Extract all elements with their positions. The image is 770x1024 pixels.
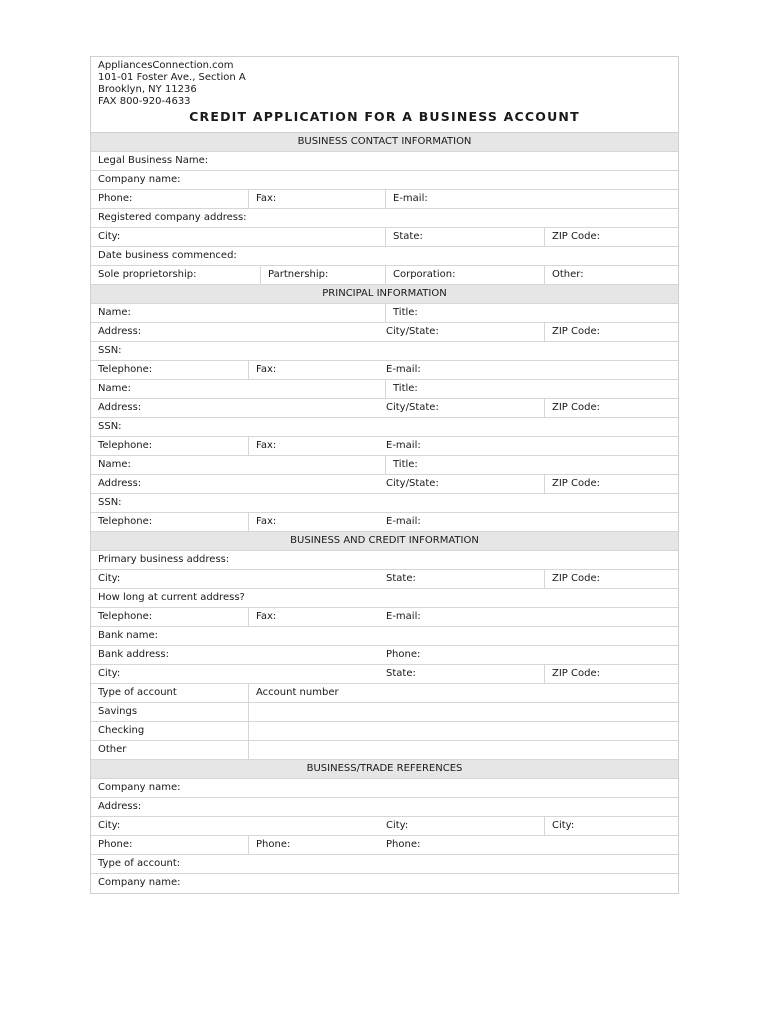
company-fax: FAX 800-920-4633 [98, 96, 191, 107]
form-rows [91, 133, 678, 893]
form-row [91, 380, 678, 399]
company-address-line2: Brooklyn, NY 11236 [98, 84, 197, 95]
form-field[interactable]: Checking [98, 725, 145, 736]
form-field[interactable]: Fax: [248, 361, 379, 379]
form-field[interactable]: Address: [98, 801, 142, 812]
form-field[interactable]: City/State: [386, 326, 439, 337]
form-row [91, 703, 678, 722]
form-row [91, 266, 678, 285]
form-row [91, 304, 678, 323]
form-row [91, 323, 678, 342]
form-field[interactable]: State: [386, 668, 416, 679]
form-field[interactable]: State: [385, 228, 544, 246]
form-row [91, 817, 678, 836]
form-row [91, 437, 678, 456]
form-field[interactable]: Address: [98, 326, 142, 337]
company-address-line1: 101-01 Foster Ave., Section A [98, 72, 246, 83]
form-row [91, 836, 678, 855]
form-field[interactable]: E-mail: [386, 364, 421, 375]
form-field[interactable]: Company name: [98, 782, 181, 793]
form-field[interactable]: ZIP Code: [544, 399, 678, 417]
company-address-block [98, 60, 246, 108]
form-field[interactable]: E-mail: [386, 611, 421, 622]
form-field[interactable]: E-mail: [385, 190, 678, 208]
form-row [91, 494, 678, 513]
section-header-row [91, 760, 678, 779]
form-row [91, 589, 678, 608]
section-header-row [91, 532, 678, 551]
form-row [91, 570, 678, 589]
form-field[interactable]: Title: [385, 304, 678, 322]
form-row [91, 171, 678, 190]
form-field[interactable]: City: [98, 573, 121, 584]
section-title: BUSINESS/TRADE REFERENCES [306, 763, 463, 774]
section-title: PRINCIPAL INFORMATION [322, 288, 447, 299]
form-field[interactable]: ZIP Code: [544, 228, 678, 246]
form-row [91, 608, 678, 627]
form-field[interactable]: Title: [385, 456, 678, 474]
form-field[interactable]: SSN: [98, 345, 122, 356]
form-field[interactable]: City: [544, 817, 678, 835]
form-row [91, 665, 678, 684]
form-field[interactable]: Corporation: [385, 266, 544, 284]
form-field[interactable]: Company name: [98, 877, 181, 888]
form-row [91, 209, 678, 228]
form-row [91, 627, 678, 646]
section-title: BUSINESS AND CREDIT INFORMATION [290, 535, 479, 546]
form-row [91, 551, 678, 570]
form-row [91, 152, 678, 171]
form-field[interactable]: Fax: [248, 608, 379, 626]
form-row [91, 646, 678, 665]
form-field[interactable]: City/State: [386, 402, 439, 413]
form-header [91, 57, 678, 133]
form-field[interactable] [248, 722, 678, 740]
form-field[interactable]: Partnership: [260, 266, 385, 284]
form-row [91, 228, 678, 247]
section-title: BUSINESS CONTACT INFORMATION [297, 136, 472, 147]
form-field[interactable]: Type of account [98, 687, 177, 698]
form-field[interactable] [248, 703, 678, 721]
form-field[interactable]: Date business commenced: [98, 250, 237, 261]
form-row [91, 399, 678, 418]
form-row [91, 342, 678, 361]
form-field[interactable]: Name: [98, 459, 131, 470]
form-field[interactable]: Fax: [248, 513, 379, 531]
form-row [91, 684, 678, 703]
section-header-row [91, 133, 678, 152]
form-field[interactable]: SSN: [98, 497, 122, 508]
form-field[interactable]: Primary business address: [98, 554, 230, 565]
form-field[interactable]: How long at current address? [98, 592, 245, 603]
form-field[interactable]: Name: [98, 383, 131, 394]
form-field[interactable]: ZIP Code: [544, 475, 678, 493]
form-row [91, 741, 678, 760]
company-name: AppliancesConnection.com [98, 60, 234, 71]
form-row [91, 456, 678, 475]
form-field[interactable]: Address: [98, 478, 142, 489]
form-field[interactable]: E-mail: [386, 516, 421, 527]
form-field[interactable]: Phone: [98, 839, 133, 850]
form-field[interactable]: Bank address: [98, 649, 169, 660]
form-field[interactable]: Phone: [98, 193, 133, 204]
form-field[interactable]: City: [98, 668, 121, 679]
form-field[interactable]: Telephone: [98, 611, 153, 622]
form-field[interactable]: Account number [248, 684, 678, 702]
form-row [91, 779, 678, 798]
form-row [91, 513, 678, 532]
form-row [91, 247, 678, 266]
form-row [91, 418, 678, 437]
form-field[interactable]: Telephone: [98, 516, 153, 527]
form-field[interactable]: Phone: [386, 839, 421, 850]
form-field[interactable]: Telephone: [98, 440, 153, 451]
form-field[interactable]: Phone: [248, 836, 379, 854]
form-field[interactable]: Fax: [248, 190, 385, 208]
form-row [91, 361, 678, 380]
form-field[interactable]: Address: [98, 402, 142, 413]
form-field[interactable] [248, 741, 678, 759]
form-field[interactable]: E-mail: [386, 440, 421, 451]
form-row [91, 855, 678, 874]
form-field[interactable]: Company name: [98, 174, 181, 185]
form-field[interactable]: ZIP Code: [544, 665, 678, 683]
form-row [91, 722, 678, 741]
form-field[interactable]: Type of account: [98, 858, 181, 869]
form-field[interactable]: Sole proprietorship: [98, 269, 197, 280]
form-field[interactable]: Bank name: [98, 630, 159, 641]
form-field[interactable]: Savings [98, 706, 138, 717]
form-field[interactable]: SSN: [98, 421, 122, 432]
form-field[interactable]: ZIP Code: [544, 570, 678, 588]
form-field[interactable]: Legal Business Name: [98, 155, 209, 166]
form-field[interactable]: Fax: [248, 437, 379, 455]
form-field[interactable]: Registered company address: [98, 212, 247, 223]
form-field[interactable]: Other: [544, 266, 678, 284]
form-field[interactable]: ZIP Code: [544, 323, 678, 341]
credit-application-form [90, 56, 679, 894]
form-row [91, 475, 678, 494]
form-field[interactable]: City: [386, 820, 409, 831]
form-field[interactable]: State: [386, 573, 416, 584]
form-field[interactable]: Phone: [386, 649, 421, 660]
form-row [91, 190, 678, 209]
form-field[interactable]: Name: [98, 307, 131, 318]
form-field[interactable]: City/State: [386, 478, 439, 489]
form-field[interactable]: Title: [385, 380, 678, 398]
section-header-row [91, 285, 678, 304]
form-row [91, 798, 678, 817]
form-field[interactable]: City: [98, 820, 121, 831]
form-field[interactable]: Telephone: [98, 364, 153, 375]
form-field[interactable]: Other [98, 744, 127, 755]
form-title: CREDIT APPLICATION FOR A BUSINESS ACCOUNT [189, 109, 580, 124]
form-row [91, 874, 678, 893]
form-field[interactable]: City: [98, 231, 121, 242]
